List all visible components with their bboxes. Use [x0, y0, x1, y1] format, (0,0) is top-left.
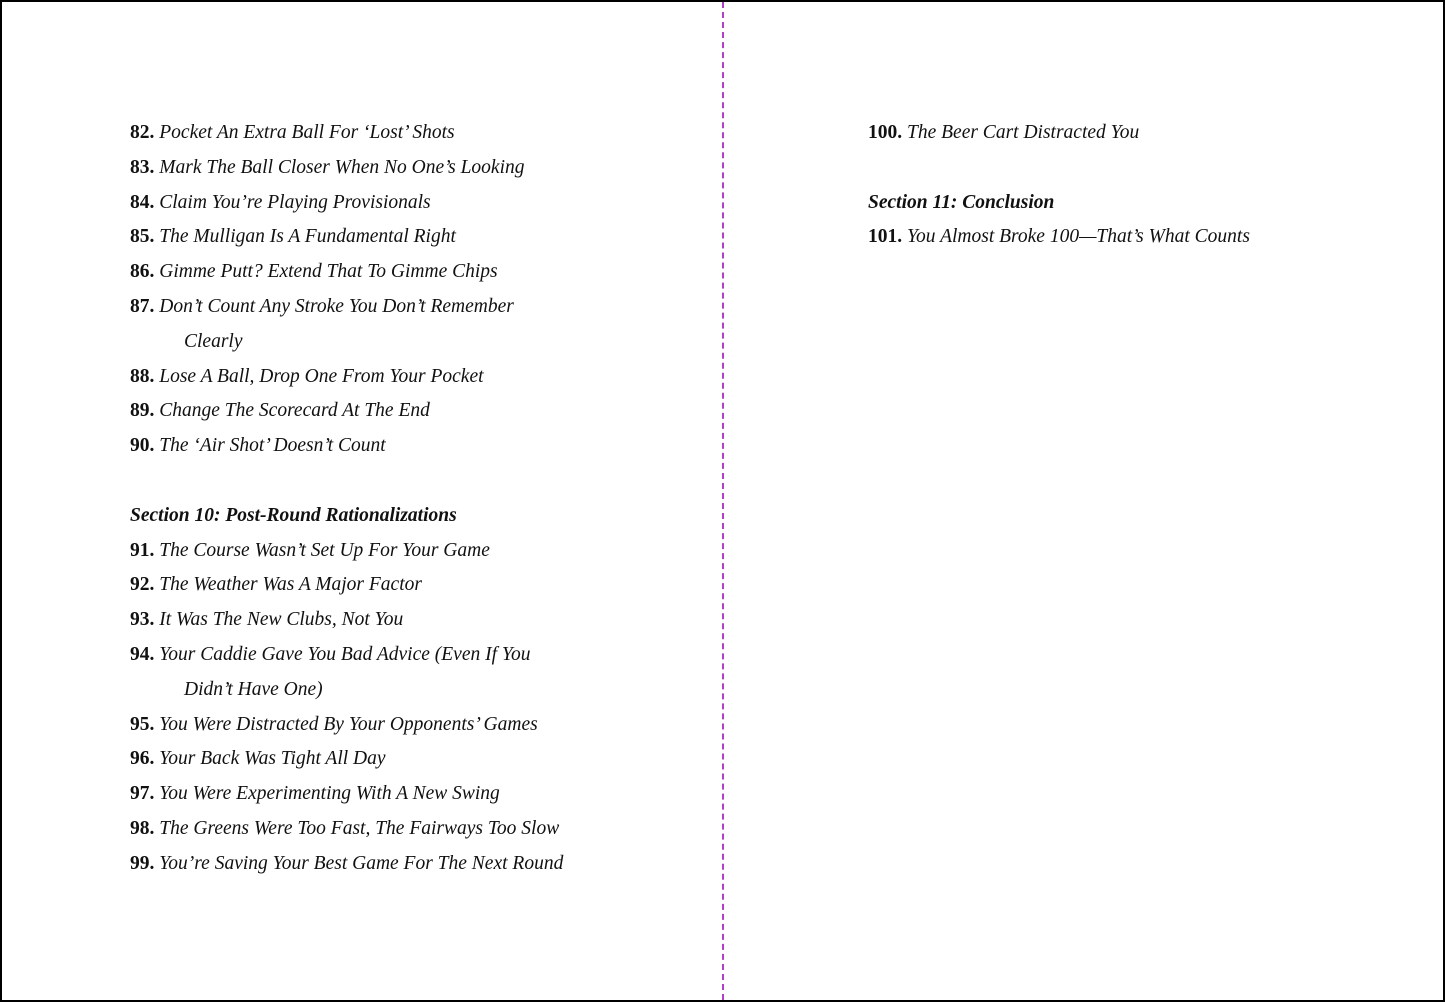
toc-entry-82 [130, 116, 700, 151]
entry-title: The Beer Cart Distracted You [907, 122, 1140, 143]
entry-number: 95. [130, 713, 155, 735]
entry-title: You Were Distracted By Your Opponents’ Games [159, 713, 538, 735]
entry-title: Your Back Was Tight All Day [159, 748, 386, 770]
entry-number: 96. [130, 748, 155, 770]
entry-title-continuation: Didn’t Have One) [184, 678, 323, 700]
section-heading-10: Section 10: Post-Round Rationalizations [130, 504, 457, 526]
entry-title: Change The Scorecard At The End [159, 400, 430, 422]
entry-number: 83. [130, 156, 155, 178]
entry-title: You Almost Broke 100—That’s What Counts [907, 226, 1250, 248]
entry-title: You Were Experimenting With A New Swing [159, 783, 500, 805]
toc-entry-84 [130, 186, 700, 221]
right-page [868, 116, 1408, 255]
toc-entry-99 [130, 847, 700, 882]
toc-entry-89 [130, 394, 700, 429]
section-heading-11: Section 11: Conclusion [868, 191, 1055, 213]
toc-entry-97 [130, 777, 700, 812]
entry-number: 92. [130, 574, 155, 596]
toc-entry-98 [130, 812, 700, 847]
entry-number: 88. [130, 365, 155, 387]
entry-number: 91. [130, 539, 155, 561]
entry-title: Don’t Count Any Stroke You Don’t Remember [159, 295, 514, 317]
entry-number: 99. [130, 852, 155, 874]
toc-entry-92 [130, 568, 700, 603]
entry-number: 82. [130, 122, 155, 143]
entry-title: Pocket An Extra Ball For ‘Lost’ Shots [159, 122, 455, 143]
entry-number: 94. [130, 643, 155, 665]
entry-title: The Weather Was A Major Factor [159, 574, 422, 596]
entry-title: The Mulligan Is A Fundamental Right [159, 226, 456, 248]
entry-title: Lose A Ball, Drop One From Your Pocket [159, 365, 484, 387]
toc-entry-85 [130, 220, 700, 255]
toc-entry-87 [130, 290, 700, 360]
toc-entry-88 [130, 360, 700, 395]
entry-title: The Greens Were Too Fast, The Fairways Too Slow [159, 817, 560, 839]
entry-title-continuation: Clearly [184, 330, 243, 352]
entry-title: Mark The Ball Closer When No One’s Looking [159, 156, 525, 178]
entry-number: 98. [130, 817, 155, 839]
entry-number: 101. [868, 226, 903, 248]
entry-title: Gimme Putt? Extend That To Gimme Chips [159, 261, 498, 283]
entry-title: The ‘Air Shot’ Doesn’t Count [159, 435, 386, 457]
entry-number: 90. [130, 435, 155, 457]
toc-entry-95 [130, 708, 700, 743]
entry-number: 100. [868, 122, 903, 143]
entry-title: You’re Saving Your Best Game For The Next Round [159, 852, 564, 874]
entry-number: 97. [130, 783, 155, 805]
entry-number: 89. [130, 400, 155, 422]
toc-entry-91 [130, 534, 700, 569]
toc-entry-100 [868, 116, 1408, 151]
page-gutter-divider [722, 2, 724, 1000]
entry-title: The Course Wasn’t Set Up For Your Game [159, 539, 490, 561]
toc-entry-83 [130, 151, 700, 186]
entry-number: 84. [130, 191, 155, 213]
toc-entry-93 [130, 603, 700, 638]
entry-title: Claim You’re Playing Provisionals [159, 191, 431, 213]
entry-number: 87. [130, 295, 155, 317]
entry-title: Your Caddie Gave You Bad Advice (Even If You [159, 643, 531, 665]
toc-entry-86 [130, 255, 700, 290]
entry-title: It Was The New Clubs, Not You [159, 609, 404, 631]
toc-entry-94 [130, 638, 700, 708]
entry-number: 86. [130, 261, 155, 283]
toc-entry-101 [868, 220, 1408, 255]
entry-number: 93. [130, 609, 155, 631]
left-page [130, 116, 700, 882]
toc-entry-96 [130, 742, 700, 777]
toc-entry-90 [130, 429, 700, 464]
entry-number: 85. [130, 226, 155, 248]
